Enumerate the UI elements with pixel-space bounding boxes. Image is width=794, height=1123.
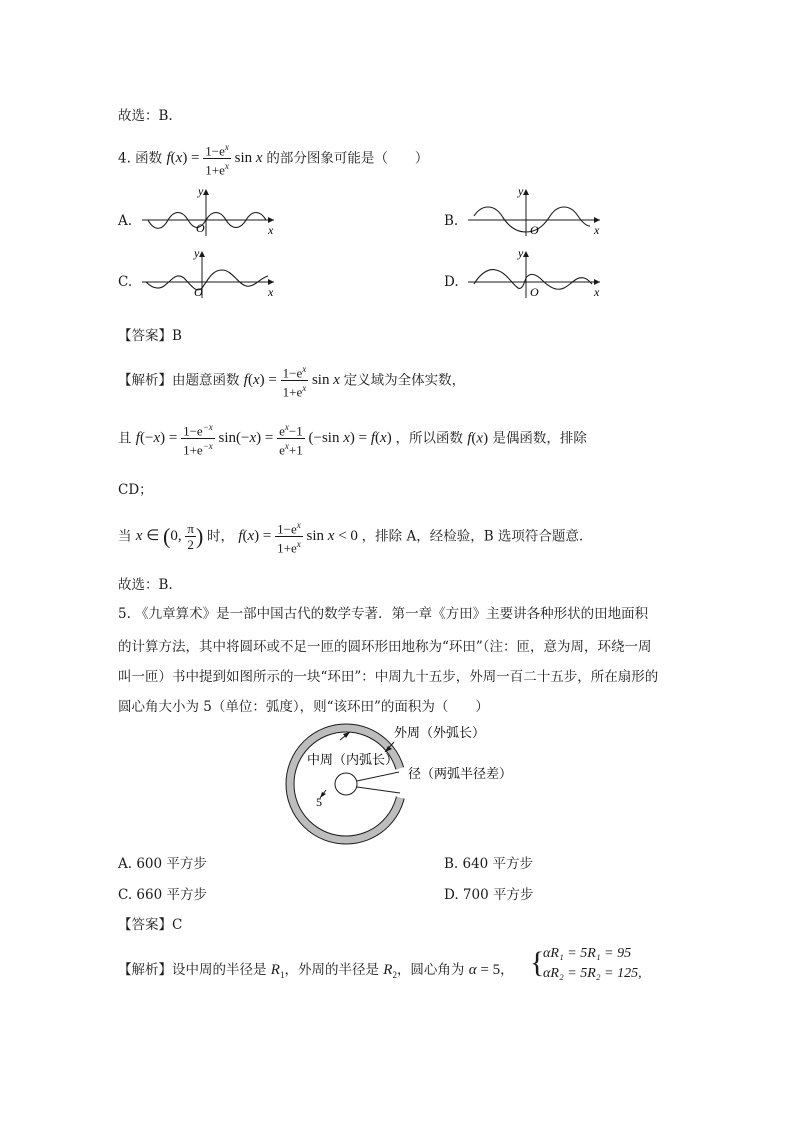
y-axis-label: y	[518, 248, 524, 260]
q4-graph-d	[466, 248, 606, 302]
question-5-line-3: 叫一匝）书中提到如图所示的一块“环田”：中周九十五步，外周一百二十五步，所在扇形的	[118, 669, 659, 685]
q4-graph-a	[140, 186, 280, 240]
q4-graph-c	[140, 248, 280, 302]
x-axis-label: x	[594, 223, 600, 237]
outer-arc-label: 外周（外弧长）	[394, 725, 486, 740]
question-5-line-4: 圆心角大小为 5（单位：弧度），则“该环田”的面积为（ ）	[118, 699, 489, 715]
y-axis-label: y	[198, 186, 204, 198]
origin-label: O	[196, 221, 205, 235]
y-axis-label: y	[518, 186, 524, 198]
origin-label: O	[530, 285, 539, 299]
q5-option-d: D. 700 平方步	[444, 887, 534, 903]
x-axis-label: x	[268, 285, 274, 299]
conclusion-line-1: 故选：B.	[118, 108, 173, 124]
q4-analysis-line-2b: CD；	[118, 482, 153, 498]
q4-answer: 【答案】B	[118, 328, 182, 344]
question-5-line-1: 5. 《九章算术》是一部中国古代的数学专著．第一章《方田》主要讲各种形状的田地面积	[118, 606, 649, 622]
angle-label: 5	[316, 795, 322, 809]
inner-arc-label: 中周（内弧长）	[307, 752, 399, 767]
radius-diff-label: 径（两弧半径差）	[408, 766, 513, 781]
q4-graph-b	[466, 186, 606, 240]
q4-option-d-label: D.	[444, 274, 459, 290]
q5-option-b: B. 640 平方步	[444, 856, 534, 872]
q4-option-b-label: B.	[444, 213, 459, 229]
question-4-stem	[118, 140, 428, 178]
q4-fraction: $\frac{1-e^x}{1+e^x}$	[205, 142, 229, 178]
q4-option-a-label: A.	[118, 213, 133, 229]
q4-option-c-label: C.	[118, 274, 133, 290]
ring-field-figure	[280, 718, 540, 858]
origin-label: O	[194, 285, 203, 299]
q5-option-a: A. 600 平方步	[118, 856, 207, 872]
q5-analysis-line-1: 【解析】设中周的半径是 $R_1$，外周的半径是 $R_2$，圆心角为 α = 5，	[118, 962, 514, 980]
q5-option-c: C. 660 平方步	[118, 887, 207, 903]
question-4-number: 4. 函数	[118, 150, 163, 167]
conclusion-line-2: 故选：B.	[118, 577, 173, 593]
question-4-suffix: 的部分图象可能是（ ）	[266, 150, 429, 167]
system-eq-1: αR₁ = 5R₁ = 95	[543, 946, 632, 961]
q4-analysis-line-1: 【解析】由题意函数 f(x) = $\frac{1-e^x}{1+e^x}$ sin x 定义域为全体实数，	[118, 364, 466, 400]
q4-function: f(x) = $\frac{1-e^x}{1+e^x}$ sin x	[166, 142, 263, 178]
center-circle	[335, 773, 357, 795]
x-axis-label: x	[594, 285, 600, 299]
q4-analysis-line-3: 当 x ∈ (0, $\frac{\pi}{2}$ ) 时， f(x) = $\frac{1-e^x}{1+e^x}$ sin x < 0 ，排除 A，经检验，B 选项符合题意.	[118, 520, 584, 556]
brace: {	[530, 946, 545, 979]
origin-label: O	[530, 223, 539, 237]
question-5-line-2: 的计算方法，其中将圆环或不足一匝的圆环形田地称为“环田”（注：匝，意为周，环绕一周	[118, 639, 652, 655]
system-eq-2: αR₂ = 5R₂ = 125,	[543, 966, 642, 981]
q4-analysis-line-2: 且 f(−x) = $\frac{1-e^{-x}}{1+e^{-x}}$ sin(−x) = $\frac{e^x-1}{e^x+1}$ (−sin x) = f(x) ，所以函数 f(x) 是偶函数，排除	[118, 422, 587, 458]
x-axis-label: x	[268, 223, 274, 237]
y-axis-label: y	[194, 248, 200, 260]
q5-answer: 【答案】C	[118, 917, 183, 933]
